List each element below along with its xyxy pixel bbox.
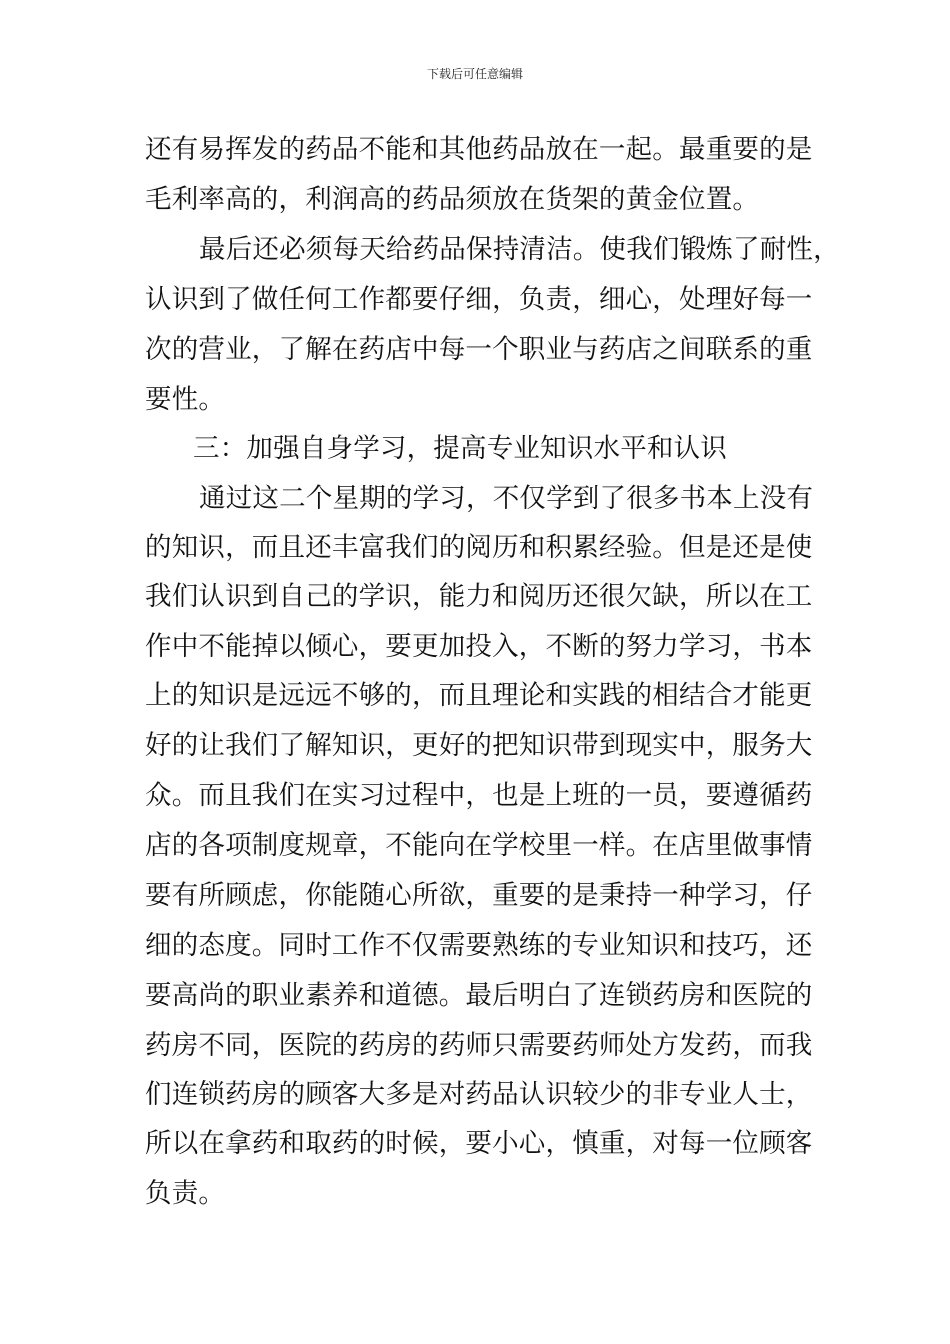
body-text-line: 细的态度。同时工作不仅需要熟练的专业知识和技巧，还 xyxy=(145,930,813,961)
body-text-line: 负责。 xyxy=(145,1178,226,1209)
paragraph-first-line: 最后还必须每天给药品保持清洁。使我们锻炼了耐性， xyxy=(199,234,840,265)
section-heading: 三：加强自身学习，提高专业知识水平和认识 xyxy=(193,433,727,464)
body-text-line: 店的各项制度规章，不能向在学校里一样。在店里做事情 xyxy=(145,830,813,861)
body-text-line: 们连锁药房的顾客大多是对药品认识较少的非专业人士， xyxy=(145,1079,813,1110)
body-text-line: 要高尚的职业素养和道德。最后明白了连锁药房和医院的 xyxy=(145,980,813,1011)
body-text-line: 好的让我们了解知识，更好的把知识带到现实中，服务大 xyxy=(145,730,813,761)
body-text-line: 药房不同，医院的药房的药师只需要药师处方发药，而我 xyxy=(145,1030,813,1061)
body-text-line: 要有所顾虑，你能随心所欲，重要的是秉持一种学习，仔 xyxy=(145,880,813,911)
body-text-line: 次的营业，了解在药店中每一个职业与药店之间联系的重 xyxy=(145,334,813,365)
body-text-line: 毛利率高的，利润高的药品须放在货架的黄金位置。 xyxy=(145,184,760,215)
page-header-note: 下载后可任意编辑 xyxy=(426,67,523,81)
body-text-line: 上的知识是远远不够的，而且理论和实践的相结合才能更 xyxy=(145,680,813,711)
body-text-line: 众。而且我们在实习过程中，也是上班的一员，要遵循药 xyxy=(145,780,813,811)
body-text-line: 的知识，而且还丰富我们的阅历和积累经验。但是还是使 xyxy=(145,532,813,563)
paragraph-first-line: 通过这二个星期的学习，不仅学到了很多书本上没有 xyxy=(199,483,814,514)
body-text-line: 作中不能掉以倾心，要更加投入，不断的努力学习，书本 xyxy=(145,631,813,662)
body-text-line: 我们认识到自己的学识，能力和阅历还很欠缺，所以在工 xyxy=(145,581,813,612)
body-text-line: 所以在拿药和取药的时候，要小心，慎重，对每一位顾客 xyxy=(145,1128,813,1159)
body-text-line: 还有易挥发的药品不能和其他药品放在一起。最重要的是 xyxy=(145,134,813,165)
body-text-line: 认识到了做任何工作都要仔细，负责，细心，处理好每一 xyxy=(145,284,813,315)
body-text-line: 要性。 xyxy=(145,384,226,415)
